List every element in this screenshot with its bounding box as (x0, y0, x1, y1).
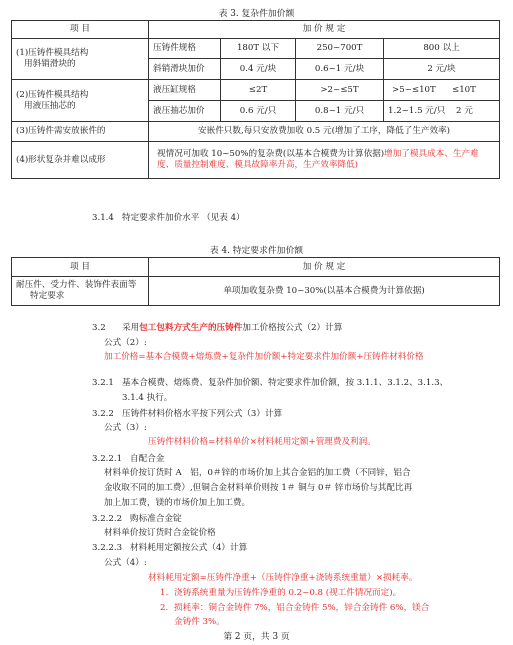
table3-cell: 0.8~1 元/只 (296, 101, 384, 122)
page-footer: 第 2 页，共 3 页 (223, 632, 290, 642)
formula-3-label: 公式（3）: (104, 423, 147, 433)
formula-2-label: 公式（2）: (104, 338, 147, 348)
table3-cell: 0.4 元/块 (221, 59, 296, 80)
table4-header-rule: 加 价 规 定 (149, 258, 500, 277)
table4-row1-value: 单项加收复杂费 10~30%(以基本合模费为计算依据) (149, 277, 500, 306)
section-3-2-2-2-line1: 材料单价按订货时合金锭价格 (104, 528, 216, 538)
table3-row2-label: (2)压铸件模具结构 用液压抽芯的 (12, 80, 149, 122)
section-3-2-2-1: 3.2.2.1 自配合金 (92, 454, 165, 464)
section-3-2-2-1-line2: 金收取不同的加工费）,但铜合金材料单价则按 1＃ 铜与 0＃ 锌市场价与其配比再 (104, 483, 413, 493)
table3-row3-value: 安嵌件只数,每只安放费加收 0.5 元(增加了工序，降低了生产效率) (149, 122, 500, 142)
table3-cell: ≤2T (221, 80, 296, 101)
table3-row1-sub2-label: 斜销滑块加价 (149, 59, 221, 80)
table4-row1-label: 耐压件、受力件、装饰件表面等 特定要求 (12, 277, 149, 306)
table3-row1-label: (1)压铸件模具结构 用斜销滑块的 (12, 39, 149, 80)
list-item: 1. 浇铸系统重量为压铸件净重的 0.2~0.8 (视工件情况而定)。 (160, 588, 402, 598)
table3-row3-label: (3)压铸件需安放嵌件的 (12, 122, 149, 142)
table3 (11, 20, 500, 179)
table3-cell: >2~≤5T (296, 80, 384, 101)
table3-cell: 2 元/块 (384, 59, 500, 80)
table3-row4-value: 视情况可加收 10~50%的复杂费(以基本合模费为计算依据)增加了模具成本、生产难度、质量控制难度、模具故障率升高，生产效率降低) (149, 142, 500, 179)
section-3-1-4: 3.1.4 特定要求件加价水平 （见表 4） (92, 213, 245, 223)
list-item-cont: 金铸件 3%。 (174, 617, 225, 627)
formula-3: 压铸件材料价格=材料单价×材料耗用定额+管理费及利润。 (148, 437, 376, 447)
section-3-2: 3.2 采用包工包料方式生产的压铸件加工价格按公式（2）计算 (92, 323, 343, 333)
formula-4-label: 公式（4）: (104, 558, 147, 568)
section-3-2-2-3: 3.2.2.3 材料耗用定额按公式（4）计算 (92, 543, 248, 553)
table3-row1-sub1-label: 压铸件规格 (149, 39, 221, 59)
formula-2: 加工价格=基本合模费+熔炼费+复杂件加价额+特定要求件加价额+压铸件材料价格 (104, 352, 424, 362)
section-3-2-1-cont: 3.1.4 执行。 (122, 393, 173, 403)
formula-4: 材料耗用定额=压铸件净重+（压铸件净重+浇铸系统重量）×损耗率。 (148, 573, 418, 583)
table3-cell: >5~≤10T ≤10T (384, 80, 500, 101)
table3-cell: 800 以上 (384, 39, 500, 59)
table3-row2-sub2-label: 液压抽芯加价 (149, 101, 221, 122)
section-3-2-2-1-line3: 加上加工费，镁的市场价加上加工费。 (104, 498, 251, 508)
table3-cell: 1.2~1.5 元/只 2 元 (384, 101, 500, 122)
table4-caption: 表 4. 特定要求件加价额 (209, 246, 304, 256)
table3-cell: 0.6~1 元/块 (296, 59, 384, 80)
table4 (11, 257, 500, 306)
table3-caption: 表 3. 复杂件加价额 (218, 9, 295, 19)
table3-row4-label: (4)形状复杂并难以成形 (12, 142, 149, 179)
table3-header-rule: 加 价 规 定 (149, 21, 500, 39)
table3-cell: 180T 以下 (221, 39, 296, 59)
table4-header-item: 项 目 (12, 258, 149, 277)
section-3-2-2-1-line1: 材料单价按订货时 A 铝，0＃锌的市场价加上其合金铝的加工费（不同锌，铝合 (104, 468, 411, 478)
table3-header-item: 项 目 (12, 21, 149, 39)
list-item: 2. 损耗率：铜合金铸件 7%，铝合金铸件 5%，锌合金铸件 6%，镁合 (160, 603, 430, 613)
table3-cell: 250~700T (296, 39, 384, 59)
section-3-2-2: 3.2.2 压铸件材料价格水平按下列公式（3）计算 (92, 409, 283, 419)
table3-cell: 0.6 元/只 (221, 101, 296, 122)
section-3-2-2-2: 3.2.2.2 购标准合金锭 (92, 514, 182, 524)
table3-row2-sub1-label: 液压缸规格 (149, 80, 221, 101)
section-3-2-1: 3.2.1 基本合模费、熔炼费、复杂件加价额、特定要求件加价额，按 3.1.1、3.1.2、3.1.3、 (92, 378, 449, 388)
